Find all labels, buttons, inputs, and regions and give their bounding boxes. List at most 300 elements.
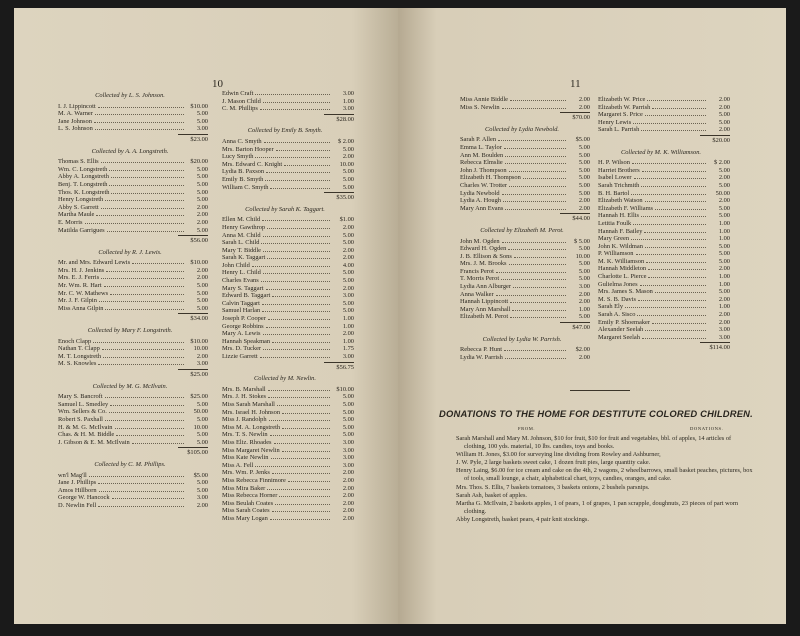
donor-amount: 5.00 (342, 239, 354, 247)
donor-name: Rebecca P. Hunt (460, 346, 503, 354)
donor-row (454, 144, 590, 152)
donor-name: Miss A. Fell (222, 461, 254, 469)
dot-leader (523, 178, 566, 179)
donor-row (216, 500, 354, 508)
donor-name: I. J. Lippincott (58, 102, 96, 110)
donor-row (454, 306, 590, 314)
donor-row (216, 515, 354, 523)
donor-name: wn'l Mag'll (58, 471, 87, 479)
donor-name: Elizabeth H. Thompson (460, 174, 521, 182)
dot-leader (275, 504, 330, 505)
donor-amount: 5.00 (718, 181, 730, 189)
section-total (52, 235, 208, 245)
donor-name: Miss Mira Baker (222, 484, 266, 492)
donor-amount: $ 2.00 (714, 159, 730, 167)
left-column-2 (216, 86, 354, 522)
donor-name: Elizabeth F. Williams (598, 204, 654, 212)
collector-heading: Collected by Mary F. Longstreth. (87, 327, 173, 335)
dot-leader (101, 278, 184, 279)
dot-leader (509, 186, 566, 187)
dot-leader (266, 172, 330, 173)
dot-leader (633, 224, 706, 225)
donor-row (52, 305, 208, 313)
dot-leader (255, 157, 330, 158)
donor-amount: 5.00 (196, 438, 208, 446)
donor-amount: 3.00 (342, 105, 354, 113)
dot-leader (641, 130, 706, 131)
donor-row (216, 507, 354, 515)
dot-leader (98, 107, 184, 108)
donor-amount: 5.00 (718, 212, 730, 220)
donor-row (592, 303, 730, 311)
donor-name: Abby S. Garrett (58, 203, 99, 211)
dot-leader (262, 220, 330, 221)
dot-leader (645, 330, 706, 331)
donor-name: Joseph P. Cooper (222, 315, 266, 323)
dot-leader (270, 188, 330, 189)
donor-amount: 3.00 (342, 438, 354, 446)
section-total (592, 135, 730, 145)
collector-heading: Collected by Sarah K. Taggart. (245, 205, 325, 213)
donor-amount: 5.00 (718, 166, 730, 174)
donor-row (592, 311, 730, 319)
donor-name: Chas. & H. M. Biddle (58, 431, 115, 439)
donor-amount: 2.00 (342, 246, 354, 254)
dot-leader (636, 254, 707, 255)
donor-name: Emma L. Taylor (460, 143, 502, 151)
dot-leader (109, 412, 184, 413)
dot-leader (260, 357, 330, 358)
dot-leader (648, 277, 706, 278)
donor-row (454, 253, 590, 261)
donor-row (592, 111, 730, 119)
collector-heading: Collected by R. J. Lewis. (98, 248, 162, 256)
donor-amount: 5.00 (578, 313, 590, 321)
donor-name: Miss Sarah Marshall (222, 400, 275, 408)
donor-amount: 3.00 (718, 333, 730, 341)
donor-row (592, 228, 730, 236)
donor-name: J. Mason Child (222, 97, 261, 105)
donor-amount: 5.00 (342, 423, 354, 431)
donor-amount: 2.00 (196, 266, 208, 274)
donor-row (592, 281, 730, 289)
dot-leader (645, 115, 706, 116)
donor-amount: 2.00 (342, 153, 354, 161)
dot-leader (498, 140, 566, 141)
donor-name: Mrs. J. H. Stokes (222, 393, 267, 401)
donor-row (216, 138, 354, 146)
dot-leader (109, 185, 184, 186)
donor-amount: 5.00 (718, 288, 730, 296)
donor-row (216, 285, 354, 293)
dot-leader (645, 201, 706, 202)
donor-amount: 5.00 (578, 245, 590, 253)
total-amount: $70.00 (560, 112, 590, 122)
donor-amount: 5.00 (342, 416, 354, 424)
collector-heading: Collected by M. G. McIlvain. (92, 382, 168, 390)
donor-name: Benj. T. Longstreth (58, 180, 108, 188)
donor-name: H. P. Wilson (598, 159, 630, 167)
donor-name: L. S. Johnson (58, 125, 93, 133)
donor-row (216, 485, 354, 493)
donor-name: Sarah K. Taggart (222, 254, 266, 262)
total-amount: $28.00 (324, 114, 354, 124)
donor-amount: 5.00 (196, 173, 208, 181)
donor-name: Hannah Lippincott (460, 298, 509, 306)
donor-amount: 2.00 (196, 274, 208, 282)
donation-entry: William H. Jones, $3.00 for surveying line dividing from Rowley and Ashburner, (456, 451, 661, 459)
donor-name: M. T. Longstreth (58, 352, 102, 360)
donor-amount: 1.75 (342, 345, 354, 353)
donor-amount: 5.00 (196, 110, 208, 118)
donor-row (216, 393, 354, 401)
donor-row (592, 212, 730, 220)
right-column-2 (592, 92, 730, 352)
donation-entry: J. W. Pyle, 2 large baskets sweet cake, 1 dozen fruit pies, large quantity cake. (456, 459, 651, 467)
donor-amount: $1.00 (339, 216, 354, 224)
section-total (52, 134, 208, 144)
donor-name: J. Gibson & E. M. McIlvain (58, 438, 130, 446)
dot-leader (262, 304, 330, 305)
donor-amount: 1.00 (718, 280, 730, 288)
donor-name: Letitia Foulk (598, 219, 632, 227)
donor-name: Sarah Trichmith (598, 181, 640, 189)
donor-row (216, 353, 354, 361)
donor-amount: 10.00 (193, 423, 208, 431)
donor-amount: $ 2.00 (338, 137, 354, 145)
left-column-1 (52, 88, 208, 510)
donor-name: Francis Perot (460, 267, 494, 275)
dot-leader (505, 163, 566, 164)
dot-leader (496, 295, 566, 296)
donor-amount: 2.00 (578, 197, 590, 205)
donor-name: Charles W. Trotter (460, 181, 508, 189)
donor-amount: 2.00 (718, 96, 730, 103)
donor-name: Lucy Smyth (222, 153, 254, 161)
dot-leader (271, 458, 330, 459)
donor-amount: 2.00 (196, 203, 208, 211)
dot-leader (263, 334, 330, 335)
donor-name: Mrs. Israel H. Johnson (222, 408, 281, 416)
donor-row (52, 408, 208, 416)
dot-leader (276, 150, 330, 151)
donor-name: M. S. Knowles (58, 360, 97, 368)
donor-name: Sarah Ely (598, 303, 624, 311)
donor-name: Mary Green (598, 235, 630, 243)
dot-leader (502, 108, 566, 109)
donor-row (52, 196, 208, 204)
donor-row (52, 479, 208, 487)
donor-amount: 10.00 (193, 345, 208, 353)
donations-list (456, 435, 754, 524)
donor-amount: $25.00 (190, 393, 208, 401)
donor-name: Matilda Garrigues (58, 226, 105, 234)
dot-leader (269, 420, 330, 421)
donor-row (216, 98, 354, 106)
donor-name: H. & M. G. McIlvain (58, 423, 113, 431)
donor-amount: 1.00 (342, 337, 354, 345)
donor-amount: $10.00 (190, 259, 208, 267)
section-total (454, 322, 590, 332)
dot-leader (652, 108, 706, 109)
dot-leader (655, 209, 706, 210)
donor-row (52, 360, 208, 368)
donor-row (216, 424, 354, 432)
donor-amount: 1.00 (578, 305, 590, 313)
donor-row (52, 424, 208, 432)
donor-amount: 5.00 (342, 277, 354, 285)
donor-amount: 5.00 (342, 231, 354, 239)
donor-row (216, 153, 354, 161)
dot-leader (505, 358, 566, 359)
donor-row (216, 409, 354, 417)
donor-name: Enoch Clapp (58, 337, 92, 345)
donor-amount: 5.00 (342, 175, 354, 183)
dot-leader (282, 451, 330, 452)
donor-amount: 5.00 (196, 297, 208, 305)
donor-name: Samuel L. Smedley (58, 400, 109, 408)
donor-amount: 5.00 (578, 174, 590, 182)
donor-row (454, 190, 590, 198)
donor-name: Mr. C. W. Mathews (58, 289, 109, 297)
donor-row (52, 118, 208, 126)
donor-amount: $10.00 (190, 102, 208, 110)
donor-amount: 3.00 (342, 353, 354, 360)
donor-amount: 5.00 (342, 400, 354, 408)
dot-leader (98, 506, 184, 507)
donor-name: Hannah Middleton (598, 265, 647, 273)
donor-name: Mrs. Barton Hooper (222, 145, 274, 153)
donor-row (216, 477, 354, 485)
donor-row (592, 96, 730, 104)
dot-leader (268, 397, 330, 398)
donor-row (592, 273, 730, 281)
donor-row (52, 353, 208, 361)
collection-section (216, 375, 354, 522)
dot-leader (288, 481, 330, 482)
right-page (398, 8, 786, 624)
collector-heading: Collected by Lydia W. Parrish. (482, 335, 562, 343)
donor-amount: 2.00 (718, 103, 730, 111)
dot-leader (110, 294, 184, 295)
donor-row (454, 268, 590, 276)
donor-amount: 5.00 (196, 304, 208, 312)
donor-row (216, 323, 354, 331)
collection-section (52, 383, 208, 457)
collector-heading: Collected by M. Newlin. (254, 375, 316, 383)
donor-row (216, 469, 354, 477)
donor-amount: $20.00 (190, 158, 208, 166)
donor-row (52, 274, 208, 282)
donor-name: Harriet Brothers (598, 166, 640, 174)
collection-section (454, 126, 590, 223)
dot-leader (98, 364, 184, 365)
dot-leader (638, 300, 706, 301)
donor-name: Elizabeth W. Price (598, 96, 646, 103)
donor-amount: 2.00 (342, 284, 354, 292)
donor-name: M. S. B. Davis (598, 295, 636, 303)
donor-amount: 5.00 (718, 257, 730, 265)
donor-name: Martha Maule (58, 211, 95, 219)
dot-leader (652, 323, 706, 324)
donor-amount: 5.00 (578, 143, 590, 151)
donor-name: P. Williamson (598, 250, 634, 258)
donor-amount: 5.00 (718, 250, 730, 258)
dot-leader (640, 285, 706, 286)
donor-name: Rebecca Elmslie (460, 159, 503, 167)
dot-leader (631, 194, 706, 195)
dot-leader (263, 349, 330, 350)
dot-leader (284, 165, 330, 166)
donor-row (216, 254, 354, 262)
dot-leader (631, 239, 706, 240)
donor-amount: 5.00 (578, 159, 590, 167)
donor-amount: 2.00 (342, 507, 354, 515)
dot-leader (513, 287, 566, 288)
donor-name: Mary S. Taggart (222, 284, 264, 292)
dot-leader (252, 266, 330, 267)
donor-name: Mrs. E. J. Ferris (58, 274, 100, 282)
donor-row (52, 431, 208, 439)
donor-row (216, 492, 354, 500)
dot-leader (98, 483, 184, 484)
donation-entry: Abby Longstreth, basket pears, 4 pair knit stockings. (456, 515, 589, 523)
donor-row (52, 502, 208, 510)
donor-amount: 2.00 (342, 254, 354, 262)
donor-amount: 2.00 (196, 211, 208, 219)
section-total (52, 369, 208, 379)
donor-amount: 2.00 (342, 492, 354, 500)
dot-leader (504, 148, 566, 149)
dot-leader (266, 327, 330, 328)
donor-row (52, 267, 208, 275)
donor-row (52, 189, 208, 197)
donor-row (454, 104, 590, 112)
donor-amount: 2.00 (342, 330, 354, 338)
donor-name: George Robbins (222, 322, 264, 330)
donor-name: George W. Hancock (58, 494, 110, 502)
donor-row (592, 288, 730, 296)
collection-section (52, 148, 208, 245)
donor-amount: 3.00 (718, 326, 730, 334)
donor-name: Mrs. T. S. Newlin (222, 431, 268, 439)
donor-amount: 2.00 (578, 96, 590, 103)
donor-amount: 2.00 (578, 103, 590, 111)
dot-leader (255, 94, 330, 95)
dot-leader (106, 271, 184, 272)
collector-heading: Collected by Emily B. Smyth. (247, 127, 323, 135)
donor-name: Amos Hillborn (58, 486, 97, 494)
collector-heading: Collected by Lydia Newbold. (484, 125, 559, 133)
donor-amount: 5.00 (578, 181, 590, 189)
donor-amount: 5.00 (196, 226, 208, 234)
donor-name: Sarah L. Parrish (598, 126, 640, 134)
donor-row (592, 167, 730, 175)
donor-name: Hannah H. Ellis (598, 212, 639, 220)
donation-entry: Sarah Marshall and Mary M. Johnson, $10 for fruit, $10 for fruit and vegetables, bbl. of apples, 14 articles of clothing, 100 yds. material, 10 lbs. candies, toys and books. (456, 435, 732, 451)
page-number: 10 (212, 78, 223, 90)
donor-row (216, 338, 354, 346)
dot-leader (496, 272, 566, 273)
donor-amount: 4.00 (342, 261, 354, 269)
donor-amount: 5.00 (718, 242, 730, 250)
donor-name: Mrs. J. M. Brooks (460, 260, 507, 268)
dot-leader (632, 163, 706, 164)
donor-name: Edward H. Ogden (460, 245, 507, 253)
donor-amount: 2.00 (578, 353, 590, 361)
dot-leader (105, 397, 184, 398)
dot-leader (104, 286, 184, 287)
donor-row (216, 269, 354, 277)
donor-row (216, 401, 354, 409)
donor-row (216, 447, 354, 455)
donor-row (454, 205, 590, 213)
dot-leader (267, 489, 330, 490)
dot-leader (266, 289, 331, 290)
donor-amount: 2.00 (342, 514, 354, 522)
donor-name: Lydia Newbold (460, 189, 500, 197)
donor-row (216, 454, 354, 462)
dot-leader (282, 428, 330, 429)
donor-row (216, 232, 354, 240)
dot-leader (655, 292, 706, 293)
donor-row (216, 161, 354, 169)
donor-row (592, 182, 730, 190)
donor-name: Mrs. H. J. Jenkins (58, 266, 105, 274)
donor-row (52, 125, 208, 133)
dot-leader (509, 171, 566, 172)
donor-name: Jane Johnson (58, 117, 92, 125)
donor-amount: 5.00 (196, 431, 208, 439)
donor-amount: 5.00 (196, 486, 208, 494)
total-amount: $47.00 (560, 322, 590, 332)
donor-row (216, 315, 354, 323)
donor-row (52, 494, 208, 502)
collection-section (52, 327, 208, 379)
donor-name: Wm. C. Longstreth (58, 165, 108, 173)
dot-leader (510, 100, 566, 101)
dot-leader (85, 223, 185, 224)
donor-name: Mrs. Edward C. Knight (222, 160, 283, 168)
total-amount: $35.00 (324, 192, 354, 202)
donor-row (216, 386, 354, 394)
donor-row (454, 260, 590, 268)
page-number: 11 (570, 78, 581, 90)
donor-row (52, 259, 208, 267)
donor-row (592, 319, 730, 327)
dot-leader (646, 262, 706, 263)
collection-section (216, 90, 354, 123)
dot-leader (510, 317, 566, 318)
total-amount: $23.00 (178, 134, 208, 144)
donation-entry: Sarah Ash, basket of apples. (456, 491, 527, 499)
donor-row (216, 462, 354, 470)
donor-row (592, 174, 730, 182)
donor-amount: $10.00 (190, 337, 208, 345)
donor-amount: 5.00 (196, 479, 208, 487)
dot-leader (96, 215, 184, 216)
donor-name: Miss Beulah Coates (222, 499, 274, 507)
divider (570, 390, 630, 391)
dot-leader (89, 476, 184, 477)
section-total (592, 342, 730, 352)
collector-heading: Collected by C. M. Phillips. (94, 460, 166, 468)
donor-name: Mary T. Biddle (222, 246, 261, 254)
donor-amount: 2.00 (578, 298, 590, 306)
donor-row (216, 345, 354, 353)
donor-row (52, 211, 208, 219)
donor-row (592, 190, 730, 198)
